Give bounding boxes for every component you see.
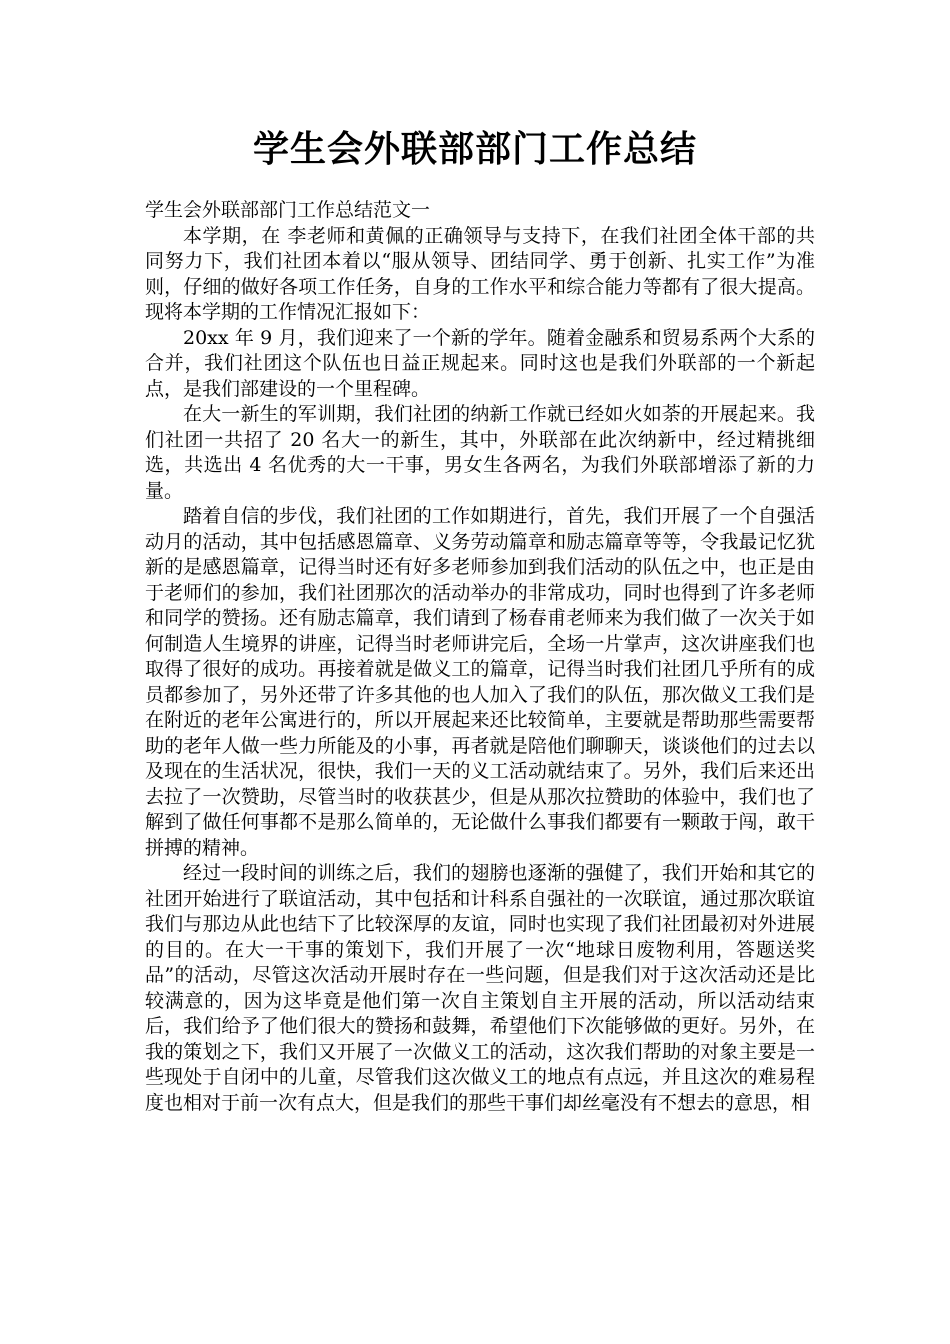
paragraph: 本学期，在 李老师和黄佩的正确领导与支持下，在我们社团全体干部的共同努力下，我们社团本着以“服从领导、团结同学、勇于创新、扎实工作”为准则，仔细的做好各项工作任务，自身的工作水平和综合能力等都有了很大提高。现将本学期的工作情况汇报如下： xyxy=(145,224,815,323)
document-subtitle: 学生会外联部部门工作总结范文一 xyxy=(145,199,431,221)
document-body xyxy=(145,198,815,1116)
paragraph: 20xx 年 9 月，我们迎来了一个新的学年。随着金融系和贸易系两个大系的合并，我们社团这个队伍也日益正规起来。同时这也是我们外联部的一个新起点，是我们部建设的一个里程碑。 xyxy=(145,326,815,400)
document-title: 学生会外联部部门工作总结 xyxy=(252,129,697,170)
paragraph: 经过一段时间的训练之后，我们的翅膀也逐渐的强健了，我们开始和其它的社团开始进行了联谊活动，其中包括和计科系自强社的一次联谊，通过那次联谊我们与那边从此也结下了比较深厚的友谊，同时也实现了我们社团最初对外进展的目的。在大一干事的策划下，我们开展了一次“地球日废物利用，答题送奖品”的活动，尽管这次活动开展时存在一些问题，但是我们对于这次活动还是比较满意的，因为这毕竟是他们第一次自主策划自主开展的活动，所以活动结束后，我们给予了他们很大的赞扬和鼓舞，希望他们下次能够做的更好。另外，在我的策划之下，我们又开展了一次做义工的活动，这次我们帮助的对象主要是一些现处于自闭中的儿童，尽管我们这次做义工的地点有点远，并且这次的难易程度也相对于前一次有点大，但是我们的那些干事们却丝毫没有不想去的意思，相 xyxy=(145,862,815,1114)
paragraph: 踏着自信的步伐，我们社团的工作如期进行，首先，我们开展了一个自强活动月的活动，其中包括感恩篇章、义务劳动篇章和励志篇章等等，令我最记忆犹新的是感恩篇章，记得当时还有好多老师参加到我们活动的队伍之中，也正是由于老师们的参加，我们社团那次的活动举办的非常成功，同时也得到了许多老师和同学的赞扬。还有励志篇章，我们请到了杨春甫老师来为我们做了一次关于如何制造人生境界的讲座，记得当时老师讲完后，全场一片掌声，这次讲座我们也取得了很好的成功。再接着就是做义工的篇章，记得当时我们社团几乎所有的成员都参加了，另外还带了许多其他的也人加入了我们的队伍，那次做义工我们是在附近的老年公寓进行的，所以开展起来还比较简单，主要就是帮助那些需要帮助的老年人做一些力所能及的小事，再者就是陪他们聊聊天，谈谈他们的过去以及现在的生活状况，很快，我们一天的义工活动就结束了。另外，我们后来还出去拉了一次赞助，尽管当时的收获甚少，但是从那次拉赞助的体验中，我们也了解到了做任何事都不是那么简单的，无论做什么事我们都要有一颗敢于闯，敢干拼搏的精神。 xyxy=(145,505,815,859)
paragraph: 在大一新生的军训期，我们社团的纳新工作就已经如火如荼的开展起来。我们社团一共招了 20 名大一的新生，其中，外联部在此次纳新中，经过精挑细选，共选出 4 名优秀的大一干事，男女生各两名，为我们外联部增添了新的力量。 xyxy=(145,403,815,502)
